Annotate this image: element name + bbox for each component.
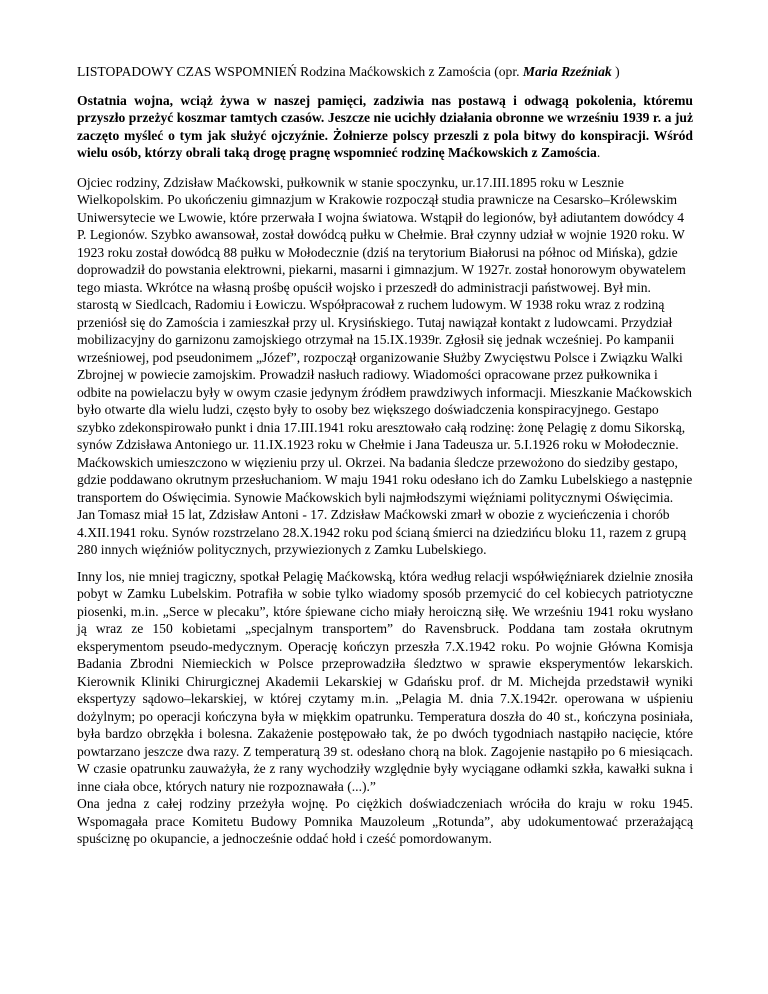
header-title: LISTOPADOWY CZAS WSPOMNIEŃ Rodzina Maćkowskich z Zamościa (opr. — [77, 64, 523, 79]
paragraph-survival: Ona jedna z całej rodziny przeżyła wojnę. Po ciężkich doświadczeniach wróciła do kraju w roku 1945. Wspomagała prace Komitetu Budowy Pomnika Mauzoleum „Rotunda”, aby udokumentować przerażającą spuściznę po okupancie, a jednocześnie oddać hołd i cześć pomordowanym. — [77, 796, 693, 846]
lead-paragraph — [77, 92, 693, 162]
header-close: ) — [611, 64, 620, 79]
document-header — [77, 63, 693, 81]
document-page — [77, 63, 693, 848]
lead-period: . — [596, 145, 601, 160]
lead-text: Ostatnia wojna, wciąż żywa w naszej pamięci, zadziwia nas postawą i odwagą pokolenia, któremu przyszło przeżyć koszmar tamtych czasów. Jeszcze nie ucichły działania obronne we wrześniu 1939 r. a już zaczęto myśleć o tym jak służyć ojczyźnie. Żołnierze polscy przeszli z pola bitwy do konspiracji. Wśród wielu osób, którzy obrali taką drogę pragnę wspomnieć rodzinę Maćkowskich z Zamościa — [77, 92, 693, 160]
header-author: Maria Rzeźniak — [522, 64, 612, 79]
paragraph-father: Ojciec rodziny, Zdzisław Maćkowski, pułkownik w stanie spoczynku, ur.17.III.1895 roku w Lesznie Wielkopolskim. Po ukończeniu gimnazjum w Krakowie rozpoczął studia prawnicze na Cesarsko–Królewskim Uniwersytecie we Lwowie, które przerwała I wojna światowa. Wstąpił do legionów, był adiutantem dowódcy 4 P. Legionów. Szybko awansował, został dowódcą pułku w Chełmie. Brał czynny udział w wojnie 1920 roku. W 1923 roku został dowódcą 88 pułku w Mołodecznie (dziś na terytorium Białorusi na północ od Mińska), gdzie doprowadził do powstania elektrowni, piekarni, masarni i gimnazjum. W 1927r. został honorowym obywatelem tego miasta. Wkrótce na własną prośbę opuścił wojsko i przeszedł do administracji państwowej. Był min. starostą w Siedlcach, Radomiu i Łowiczu. Współpracował z ruchem ludowym. W 1938 roku wraz z rodziną przeniósł się do Zamościa i zamieszkał przy ul. Krysińskiego. Tutaj nawiązał kontakt z ludowcami. Przydział mobilizacyjny do garnizonu zamojskiego otrzymał na 15.IX.1939r. Zgłosił się jednak wcześniej. Po kampanii wrześniowej, pod pseudonimem „Józef”, rozpoczął organizowanie Służby Zwycięstwu Polsce i Związku Walki Zbrojnej w powiecie zamojskim. Prowadził nasłuch radiowy. Wiadomości opracowane przez pułkownika i odbite na powielaczu były w owym czasie jedynym źródłem prawdziwych informacji. Mieszkanie Maćkowskich było otwarte dla wielu ludzi, często były to osoby bez większego doświadczenia konspiracyjnego. Gestapo szybko zdekonspirowało punkt i dnia 17.III.1941 roku aresztowało całą rodzinę: żonę Pelagię z domu Sikorską, synów Zdzisława Antoniego ur. 11.IX.1923 roku w Chełmie i Jana Tadeusza ur. 5.I.1926 roku w Mołodecznie. Maćkowskich umieszczono w więzieniu przy ul. Okrzei. Na badania śledcze przewożono do siedziby gestapo, gdzie poddawano okrutnym przesłuchaniom. W maju 1941 roku odesłano ich do Zamku Lubelskiego a następnie transportem do Oświęcimia. Synowie Maćkowskich byli najmłodszymi więźniami politycznymi Oświęcimia. Jan Tomasz miał 15 lat, Zdzisław Antoni - 17. Zdzisław Maćkowski zmarł w obozie z wycieńczenia i chorób 4.XII.1941 roku. Synów rozstrzelano 28.X.1942 roku pod ścianą śmierci na dziedzińcu bloku 11, razem z grupą 280 innych więźniów politycznych, przywiezionych z Zamku Lubelskiego. — [77, 174, 693, 557]
paragraph-pelagia: Inny los, nie mniej tragiczny, spotkał Pelagię Maćkowską, która według relacji współwięźniarek dzielnie znosiła pobyt w Zamku Lubelskim. Potrafiła w sobie tylko wiadomy sposób przemycić do cel kobiecych patriotyczne piosenki, m.in. „Serce w plecaku”, które śpiewane cicho miały heroiczną siłę. We wrześniu 1941 roku wysłano ją wraz ze 150 kobietami „specjalnym transportem” do Ravensbruck. Poddana tam została okrutnym eksperymentom pseudo-medycznym. Operację kończyn przeszła 7.X.1942 roku. Po wojnie Główna Komisja Badania Zbrodni Niemieckich w Polsce przeprowadziła śledztwo w sprawie eksperymentów lekarskich. Kierownik Kliniki Chirurgicznej Akademii Lekarskiej w Gdańsku prof. dr M. Michejda przedstawił wyniki ekspertyzy sądowo–lekarskiej, w której czytamy m.in. „Pelagia M. dnia 7.X.1942r. operowana w uśpieniu dożylnym; po operacji kończyna była w miękkim opatrunku. Temperatura doszła do 40 st., kończyna posiniała, była bardzo obrzękła i bolesna. Zakażenie postępowało tak, że po dwóch tygodniach nastąpiło nacięcie, które powtarzano jeszcze dwa razy. Z temperaturą 39 st. odesłano chorą na blok. Zagojenie nastąpiło po 6 miesiącach. W czasie opatrunku zauważyła, że z rany wychodziły względnie były wyciągane odłamki szkła, kawałki sukna i inne ciała obce, których natury nie rozpoznawała (...).” — [77, 568, 693, 794]
